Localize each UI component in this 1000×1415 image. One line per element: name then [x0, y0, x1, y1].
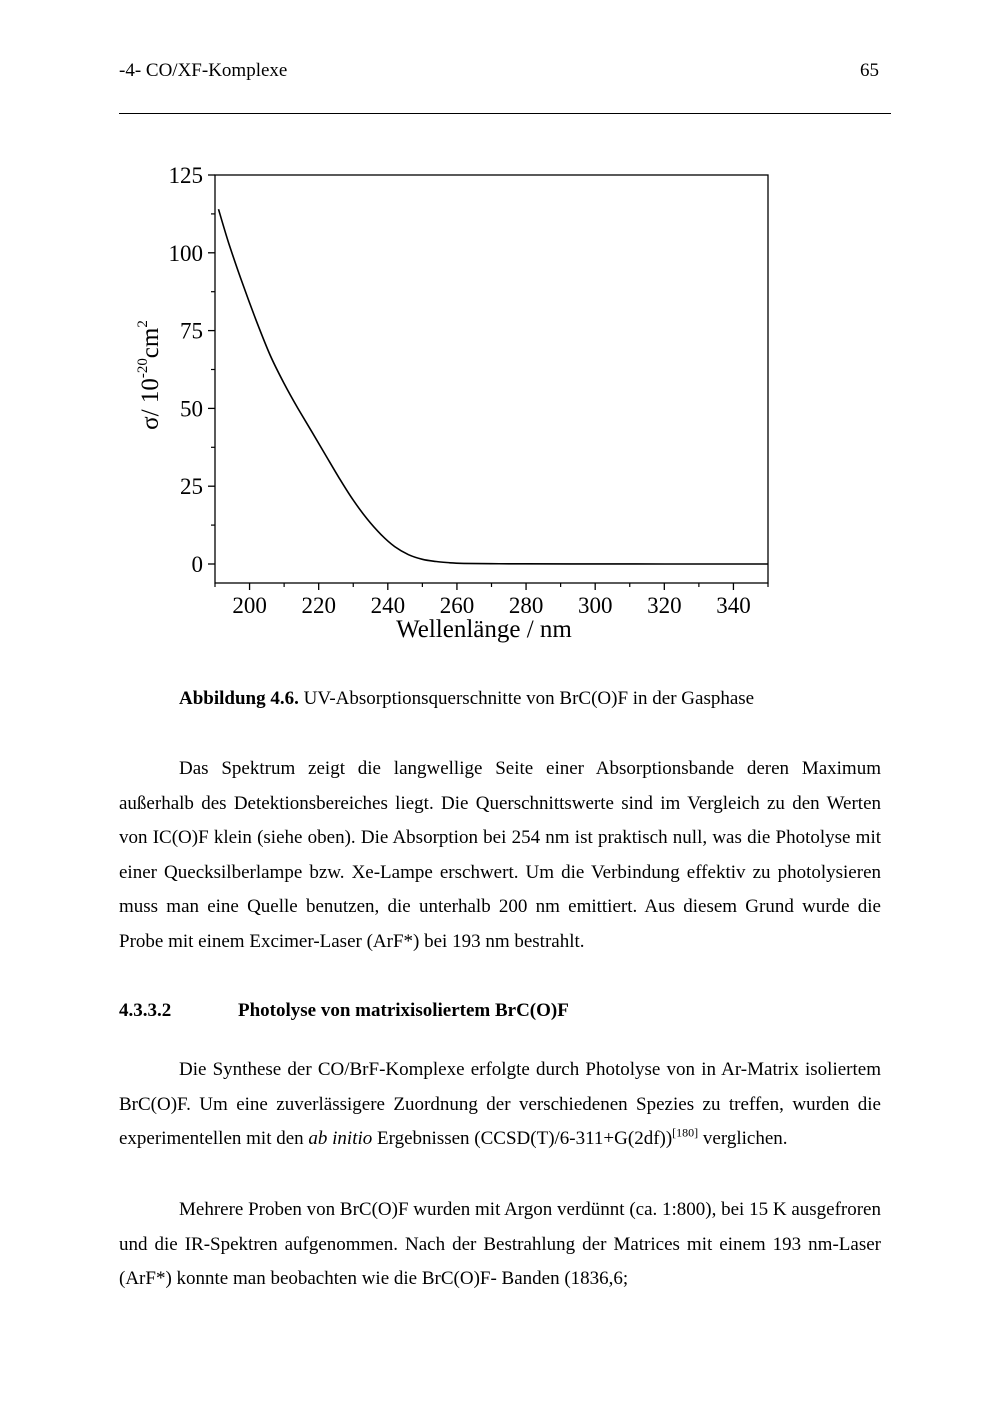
y-tick-label: 125	[168, 163, 203, 188]
x-axis-ticks	[215, 583, 768, 618]
plot-frame	[215, 175, 768, 583]
absorption-curve	[219, 209, 769, 564]
section-title: Photolyse von matrixisoliertem BrC(O)F	[238, 1000, 569, 1021]
uv-absorption-chart	[0, 0, 1000, 680]
y-axis-ticks	[169, 163, 216, 577]
x-tick-label: 320	[647, 593, 682, 618]
section-number: 4.3.3.2	[119, 1000, 172, 1021]
figure-label: Abbildung 4.6.	[179, 688, 299, 709]
reference-180: [180]	[672, 1125, 699, 1140]
paragraph-samples: Mehrere Proben von BrC(O)F wurden mit Argon verdünnt (ca. 1:800), bei 15 K ausgefroren und die IR-Spektren aufgenommen. Nach der Bestrahlung der Matrices mit einem 193 nm-Laser (ArF*) konnte man beobachten wie die BrC(O)F- Banden (1836,6;	[119, 1199, 881, 1289]
paragraph-synthesis: Die Synthese der CO/BrF-Komplexe erfolgte durch Photolyse von in Ar-Matrix isoliertem BrC(O)F. Um eine zuverlässigere Zuordnung der verschiedenen Spezies zu treffen, wurden die experimentellen mit den ab initio Ergebnissen (CCSD(T)/6-311+G(2df))[180] verglichen.	[119, 1059, 881, 1149]
y-axis-label: σ/ $10^{-20}cm^2$	[135, 320, 164, 430]
figure-caption	[179, 688, 754, 710]
x-tick-label: 200	[232, 593, 267, 618]
y-tick-label: 100	[168, 240, 203, 266]
page-number: 65	[860, 60, 879, 81]
x-axis-label: Wellenlänge / nm	[396, 616, 572, 643]
x-tick-label: 220	[301, 593, 336, 618]
italic-ab-initio: ab initio	[308, 1128, 373, 1149]
paragraph-spectrum: Das Spektrum zeigt die langwellige Seite einer Absorptionsbande deren Maximum außerhalb des Detektionsbereiches liegt. Die Querschnittswerte sind im Vergleich zu den Werten von IC(O)F klein (siehe oben). Die Absorption bei 254 nm ist praktisch null, was die Photolyse mit einer Quecksilberlampe bzw. Xe-Lampe erschwert. Um die Verbindung effektiv zu photolysieren muss man eine Quelle benutzen, die unterhalb 200 nm emittiert. Aus diesem Grund wurde die Probe mit einem Excimer-Laser (ArF*) bei 193 nm bestrahlt.	[119, 758, 881, 952]
y-tick-label: 25	[180, 474, 203, 500]
running-header-chapter: -4- CO/XF-Komplexe	[119, 60, 288, 81]
y-tick-label: 0	[191, 552, 203, 577]
y-tick-label: 50	[180, 396, 203, 422]
x-tick-label: 340	[716, 593, 751, 618]
y-tick-label: 75	[180, 318, 203, 344]
x-tick-label: 240	[370, 593, 406, 618]
x-tick-label: 300	[577, 593, 613, 618]
x-tick-label: 280	[508, 593, 544, 618]
figure-caption-text: UV-Absorptionsquerschnitte von BrC(O)F in der Gasphase	[298, 688, 755, 709]
x-tick-label: 260	[439, 593, 475, 618]
